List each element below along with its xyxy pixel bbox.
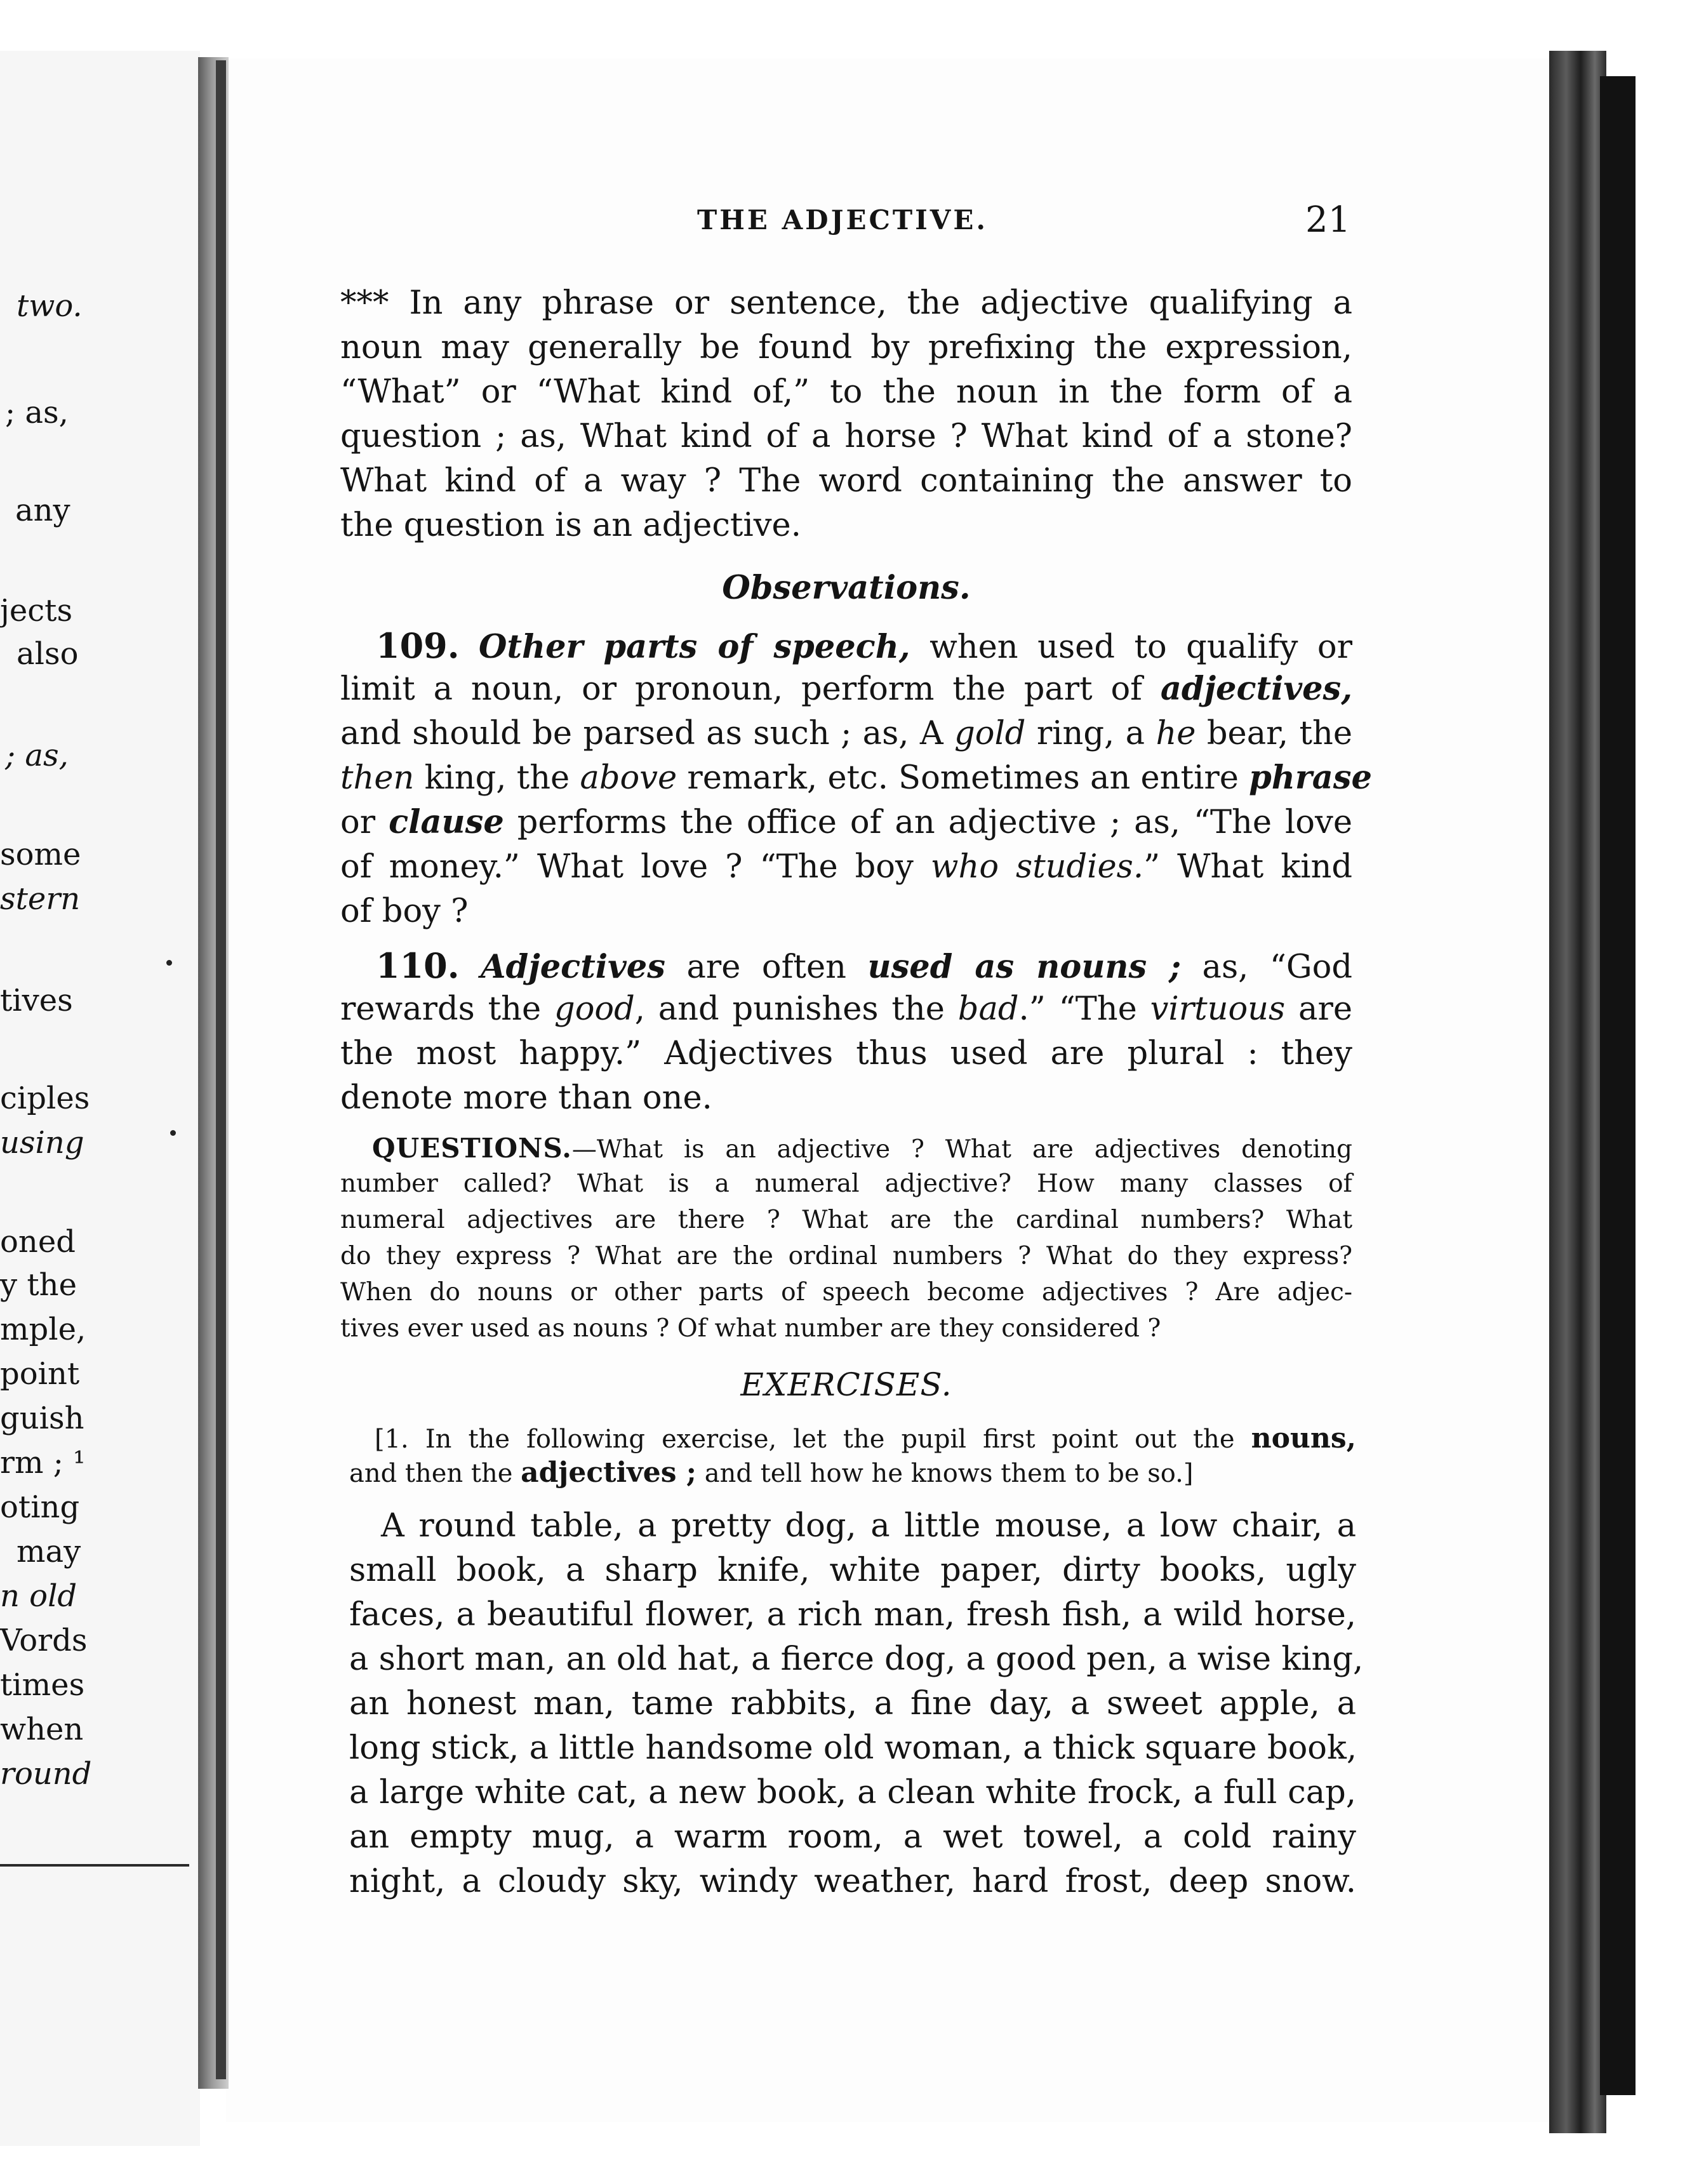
book-gutter-shadow (216, 60, 226, 2079)
left-fragment: point (0, 1356, 80, 1392)
left-fragment: using (0, 1125, 84, 1161)
section-line: the most happy.” Adjectives thus used are plural : they (340, 1035, 1352, 1072)
section-line: 110. Adjectives are often used as nouns ; as, “God (376, 945, 1352, 986)
intro-line: *** In any phrase or sentence, the adjective qualifying a (340, 284, 1352, 322)
section-line: of boy ? (340, 893, 469, 930)
section-line: then king, the above remark, etc. Sometimes an entire phrase (340, 759, 1372, 797)
left-page-rule (0, 1864, 189, 1867)
left-fragment: times (0, 1667, 85, 1703)
section-line: rewards the good, and punishes the bad.” “The virtuous are (340, 990, 1353, 1028)
left-fragment: ciples (0, 1081, 90, 1116)
left-fragment: jects (0, 593, 73, 629)
left-fragment: y the (0, 1267, 77, 1303)
left-fragment: stern (0, 881, 81, 917)
intro-line: the question is an adjective. (340, 507, 801, 544)
left-fragment: ; as, (5, 395, 69, 430)
page-fore-edge (1549, 51, 1606, 2133)
intro-line: What kind of a way ? The word containing the answer to (340, 462, 1352, 500)
left-fragment: any (15, 493, 70, 528)
left-fragment: oting (0, 1489, 80, 1525)
left-fragment: also (17, 636, 79, 672)
left-fragment: guish (0, 1401, 84, 1436)
section-line: or clause performs the office of an adjective ; as, “The love (340, 803, 1353, 841)
left-fragment: mple, (0, 1312, 86, 1347)
intro-line: question ; as, What kind of a horse ? What kind of a stone? (340, 418, 1352, 455)
speck (166, 960, 172, 966)
questions-line: tives ever used as nouns ? Of what number are they considered ? (340, 1314, 1161, 1343)
section-line: and should be parsed as such ; as, A gold ring, a he bear, the (340, 715, 1353, 752)
questions-line: number called? What is a numeral adjective? How many classes of (340, 1169, 1352, 1198)
questions-line: When do nouns or other parts of speech become adjectives ? Are adjec- (340, 1278, 1352, 1307)
questions-label: QUESTIONS. (372, 1133, 572, 1164)
left-fragment: tives (0, 983, 73, 1018)
section-line: limit a noun, or pronoun, perform the part of adjectives, (340, 670, 1352, 708)
left-fragment: some (0, 837, 81, 872)
section-number: 109. (376, 625, 460, 666)
section-line: of money.” What love ? “The boy who studies.” What kind (340, 848, 1353, 886)
exercise-line: faces, a beautiful flower, a rich man, fresh fish, a wild horse, (349, 1596, 1356, 1634)
exercise-line: A round table, a pretty dog, a little mouse, a low chair, a (381, 1507, 1356, 1545)
left-fragment: two. (17, 288, 83, 324)
book-cover-edge (1600, 76, 1636, 2095)
exercise-line: small book, a sharp knife, white paper, dirty books, ugly (349, 1552, 1356, 1589)
left-fragment: when (0, 1712, 84, 1747)
page-number: 21 (1305, 199, 1351, 241)
left-fragment: ; as, (5, 738, 69, 773)
left-fragment: rm ; ¹ (0, 1445, 86, 1481)
section-number: 110. (376, 945, 460, 986)
exercise-note-line: and then the adjectives ; and tell how he knows them to be so.] (349, 1456, 1194, 1489)
exercise-line: a large white cat, a new book, a clean white frock, a full cap, (349, 1774, 1356, 1811)
speck (170, 1130, 176, 1136)
exercise-line: long stick, a little handsome old woman, a thick square book, (349, 1729, 1357, 1767)
questions-line: numeral adjectives are there ? What are the cardinal numbers? What (340, 1206, 1352, 1234)
left-fragment: may (17, 1534, 81, 1569)
left-fragment: round (0, 1756, 92, 1792)
intro-line: “What” or “What kind of,” to the noun in the form of a (340, 373, 1352, 411)
left-fragment: Vords (0, 1623, 88, 1658)
running-title: THE ADJECTIVE. (697, 204, 989, 236)
section-line: denote more than one. (340, 1079, 712, 1117)
exercises-heading: EXERCISES. (740, 1366, 952, 1403)
exercise-line: an honest man, tame rabbits, a fine day, a sweet apple, a (349, 1685, 1356, 1722)
left-fragment: oned (0, 1224, 76, 1260)
section-line: 109. Other parts of speech, when used to qualify or (376, 625, 1352, 666)
left-fragment: n old (0, 1578, 77, 1614)
observations-heading: Observations. (722, 569, 971, 607)
intro-line: noun may generally be found by prefixing the expression, (340, 329, 1352, 366)
exercise-note-line: [1. In the following exercise, let the pupil first point out the nouns, (375, 1422, 1356, 1455)
exercise-line: a short man, an old hat, a fierce dog, a good pen, a wise king, (349, 1641, 1364, 1678)
questions-line: QUESTIONS.—What is an adjective ? What are adjectives denoting (372, 1133, 1352, 1164)
exercise-line: night, a cloudy sky, windy weather, hard frost, deep snow. (349, 1863, 1356, 1900)
questions-line: do they express ? What are the ordinal numbers ? What do they express? (340, 1242, 1352, 1270)
exercise-line: an empty mug, a warm room, a wet towel, a cold rainy (349, 1818, 1356, 1856)
